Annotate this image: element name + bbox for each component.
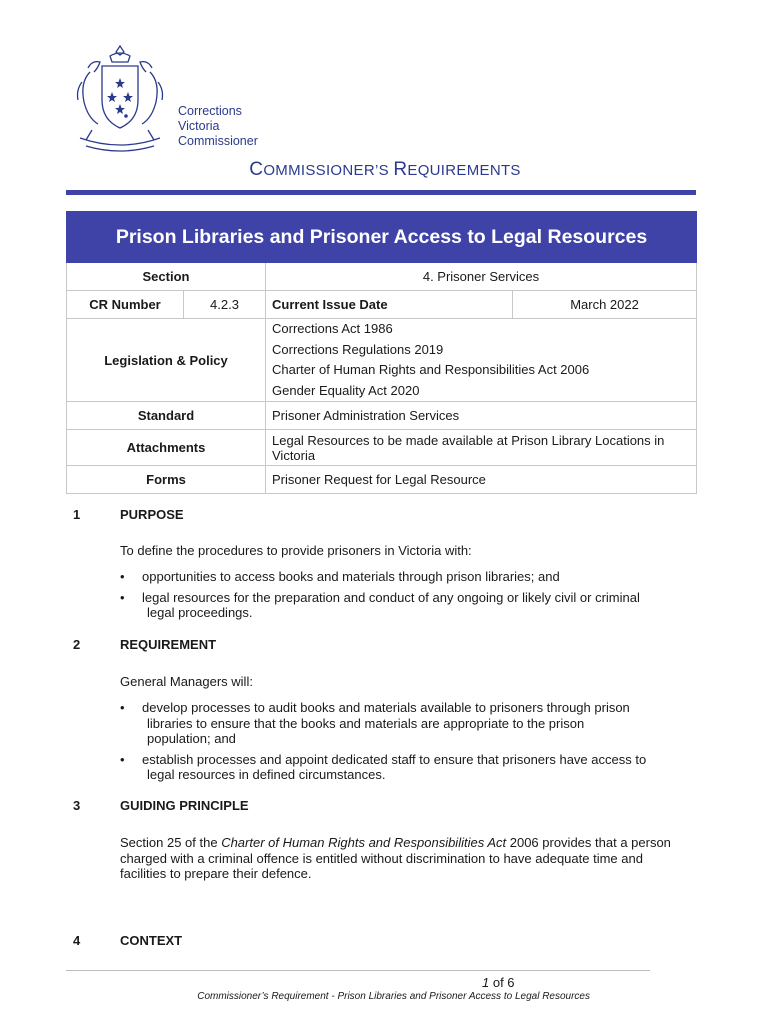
footer-text: Commissioner’s Requirement - Prison Libraries and Prisoner Access to Legal Resources bbox=[197, 991, 590, 1002]
guiding-principle-text: Section 25 of the Charter of Human Rights and Responsibilities Act 2006 provides that a person charged with a criminal offence is entitled without discrimination to have adequate time and facilities to prepare their defence. bbox=[120, 835, 671, 881]
issue-date-value: March 2022 bbox=[513, 291, 697, 319]
cr-number-label: CR Number bbox=[67, 291, 184, 319]
legislation-item: Corrections Act 1986 bbox=[272, 321, 393, 336]
coat-of-arms-logo bbox=[72, 42, 168, 158]
list-item: • legal resources for the preparation and conduct of any ongoing or likely civil or criminal legal proceedings. bbox=[120, 589, 640, 620]
bullet-icon: • bbox=[120, 700, 125, 715]
section-heading-context: CONTEXT bbox=[120, 933, 183, 948]
org-line-2: Victoria bbox=[178, 119, 220, 133]
list-item: • establish processes and appoint dedicated staff to ensure that prisoners have access to legal resources in defined circumstances. bbox=[120, 751, 647, 782]
legislation-item: Gender Equality Act 2020 bbox=[272, 382, 420, 398]
document-title: Prison Libraries and Prisoner Access to Legal Resources bbox=[67, 212, 697, 263]
requirement-intro: General Managers will: bbox=[120, 674, 253, 689]
section-heading-requirement: REQUIREMENT bbox=[120, 637, 217, 652]
forms-value: Prisoner Request for Legal Resource bbox=[266, 466, 697, 494]
cr-number-value: 4.2.3 bbox=[184, 291, 266, 319]
forms-label: Forms bbox=[67, 466, 266, 494]
org-line-3: Commissioner bbox=[178, 134, 258, 148]
section-heading-guiding-principle: GUIDING PRINCIPLE bbox=[120, 798, 249, 813]
standard-value: Prisoner Administration Services bbox=[266, 402, 697, 430]
attachments-value: Legal Resources to be made available at Prison Library Locations in Victoria bbox=[266, 430, 697, 466]
legislation-item: Charter of Human Rights and Responsibilities Act 2006 bbox=[272, 362, 590, 377]
list-item: • opportunities to access books and materials through prison libraries; and bbox=[120, 569, 560, 584]
section-number: 2 bbox=[73, 637, 81, 652]
document-metadata-table bbox=[66, 211, 697, 494]
bullet-icon: • bbox=[120, 751, 125, 767]
section-label: Section bbox=[67, 263, 266, 291]
issue-date-label: Current Issue Date bbox=[266, 291, 513, 319]
legislation-label: Legislation & Policy bbox=[67, 319, 266, 402]
legislation-list bbox=[266, 319, 697, 402]
org-line-1: Corrections bbox=[178, 104, 242, 118]
section-value: 4. Prisoner Services bbox=[266, 263, 697, 291]
section-number: 4 bbox=[73, 933, 81, 948]
requirement-bullet-list bbox=[120, 700, 696, 788]
attachments-label: Attachments bbox=[67, 430, 266, 466]
section-number: 1 bbox=[73, 507, 81, 522]
legislation-item: Corrections Regulations 2019 bbox=[272, 341, 444, 357]
standard-label: Standard bbox=[67, 402, 266, 430]
purpose-bullet-list bbox=[120, 569, 696, 626]
organisation-name bbox=[178, 104, 258, 149]
document-type-heading: COMMISSIONER’S REQUIREMENTS bbox=[249, 159, 521, 180]
bullet-icon: • bbox=[120, 569, 125, 584]
purpose-intro: To define the procedures to provide prisoners in Victoria with: bbox=[120, 543, 472, 558]
section-number: 3 bbox=[73, 798, 81, 813]
section-heading-purpose: PURPOSE bbox=[120, 507, 184, 522]
header-divider bbox=[66, 190, 696, 195]
bullet-icon: • bbox=[120, 589, 125, 605]
footer-divider bbox=[66, 970, 650, 971]
list-item: • develop processes to audit books and materials available to prisoners through prison libraries to ensure that the books and materials are appropriate to the prison population; and bbox=[120, 700, 630, 746]
page-number: 1 of 6 bbox=[482, 975, 515, 990]
